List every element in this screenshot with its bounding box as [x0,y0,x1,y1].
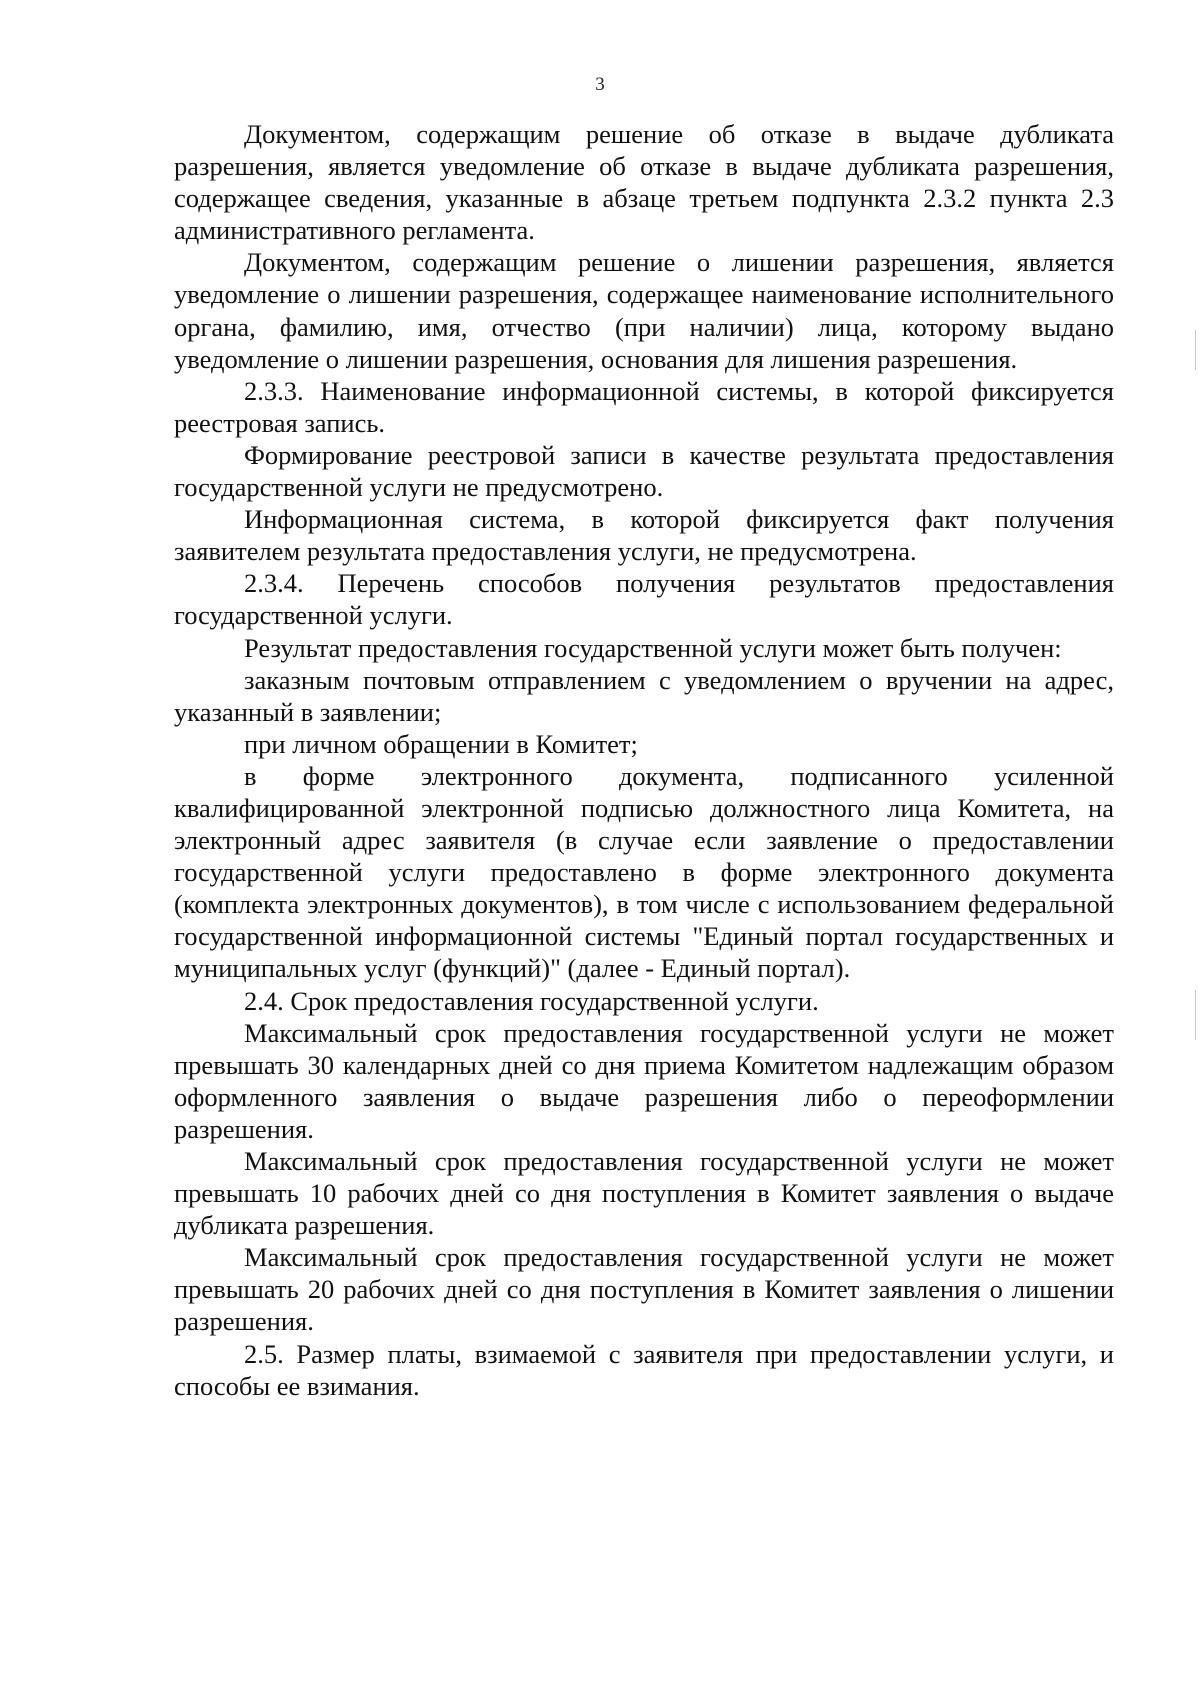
paragraph: при личном обращении в Комитет; [244,728,638,759]
paragraph: Максимальный срок предоставления государственной услуги не может превышать 10 рабочих дней со дня поступления в Комитет заявления о выдаче дубликата разрешения. [174,1146,1114,1241]
paragraph: Информационная система, в которой фиксируется факт получения заявителем результата предоставления услуги, не предусмотрена. [174,504,1114,567]
paragraph: 2.5. Размер платы, взимаемой с заявителя при предоставлении услуги, и способы ее взимания. [174,1338,1114,1401]
document-body [174,118,1114,1402]
paragraph: заказным почтовым отправлением с уведомлением о вручении на адрес, указанный в заявлении; [174,664,1114,727]
paragraph: 2.4. Срок предоставления государственной услуги. [244,985,819,1016]
scan-edge-mark [1195,330,1196,370]
paragraph: Максимальный срок предоставления государственной услуги не может превышать 20 рабочих дней со дня поступления в Комитет заявления о лишении разрешения. [174,1242,1114,1337]
paragraph: Максимальный срок предоставления государственной услуги не может превышать 30 календарных дней со дня приема Комитетом надлежащим образом оформленного заявления о выдаче разрешения либо о переоформлении разрешения. [174,1017,1114,1144]
scan-edge-mark [1195,990,1196,1040]
paragraph: Формирование реестровой записи в качестве результата предоставления государственной услуги не предусмотрено. [174,439,1114,503]
paragraph: в форме электронного документа, подписанного усиленной квалифицированной электронной подписью должностного лица Комитета, на электронный адрес заявителя (в случае если заявление о предоставлении государственной услуги предоставлено в форме электронного документа (комплекта электронных документов), в том числе с использованием федеральной государственной информационной системы "Единый портал государственных и муниципальных услуг (функций)" (далее - Единый портал). [174,760,1114,984]
paragraph: 2.3.3. Наименование информационной системы, в которой фиксируется реестровая запись. [174,375,1114,438]
page-number: 3 [595,74,605,95]
paragraph: Документом, содержащим решение об отказе в выдаче дубликата разрешения, является уведомление об отказе в выдаче дубликата разрешения, содержащее сведения, указанные в абзаце третьем подпункта 2.3.2 пункта 2.3 административного регламента. [174,119,1114,246]
paragraph: Результат предоставления государственной услуги может быть получен: [244,632,1062,663]
paragraph: Документом, содержащим решение о лишении разрешения, является уведомление о лишении разрешения, содержащее наименование исполнительного органа, фамилию, имя, отчество (при наличии) лица, которому выдано уведомление о лишении разрешения, основания для лишения разрешения. [174,247,1114,374]
paragraph: 2.3.4. Перечень способов получения результатов предоставления государственной услуги. [174,568,1114,631]
